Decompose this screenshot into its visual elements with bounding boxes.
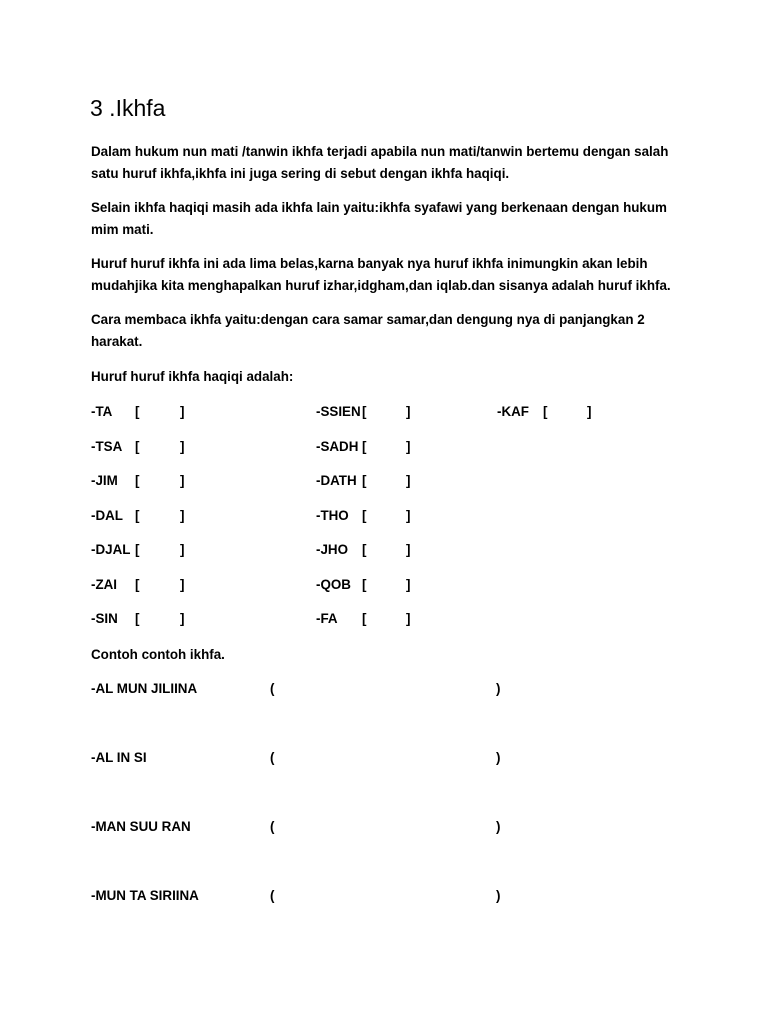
example-entry <box>0 749 768 767</box>
letter-name: -JHO <box>316 542 348 557</box>
paragraph-line: Dalam hukum nun mati /tanwin ikhfa terjadi apabila nun mati/tanwin bertemu dengan salah <box>91 144 669 159</box>
paragraph-line: mim mati. <box>91 222 154 237</box>
bracket-close: ] <box>406 404 411 419</box>
bracket-close: ] <box>587 404 592 419</box>
bracket-open: [ <box>362 577 367 592</box>
bracket-close: ] <box>180 439 185 454</box>
paren-close: ) <box>496 750 501 765</box>
bracket-open: [ <box>135 577 140 592</box>
letter-name: -SADH <box>316 439 359 454</box>
paragraph-line: Cara membaca ikhfa yaitu:dengan cara samar samar,dan dengung nya di panjangkan 2 <box>91 312 645 327</box>
bracket-close: ] <box>180 473 185 488</box>
paren-open: ( <box>270 681 275 696</box>
letters-heading: Huruf huruf ikhfa haqiqi adalah: <box>91 369 294 384</box>
bracket-close: ] <box>180 404 185 419</box>
example-word: -AL MUN JILIINA <box>91 681 198 696</box>
paragraph-letters-count <box>91 253 691 297</box>
example-entry <box>0 887 768 905</box>
letter-name: -SSIEN <box>316 404 361 419</box>
bracket-open: [ <box>135 473 140 488</box>
paren-close: ) <box>496 681 501 696</box>
bracket-open: [ <box>135 508 140 523</box>
letter-name: -JIM <box>91 473 118 488</box>
bracket-open: [ <box>362 473 367 488</box>
letter-name: -QOB <box>316 577 351 592</box>
examples-heading: Contoh contoh ikhfa. <box>91 647 225 662</box>
bracket-close: ] <box>406 611 411 626</box>
paren-close: ) <box>496 819 501 834</box>
letter-name: -ZAI <box>91 577 118 592</box>
letter-name: -DAL <box>91 508 123 523</box>
bracket-open: [ <box>362 542 367 557</box>
paren-open: ( <box>270 819 275 834</box>
paragraph-line: mudahjika kita menghapalkan huruf izhar,idgham,dan iqlab.dan sisanya adalah huruf ikhfa. <box>91 278 671 293</box>
bracket-close: ] <box>406 439 411 454</box>
paren-open: ( <box>270 888 275 903</box>
bracket-open: [ <box>135 542 140 557</box>
letter-name: -SIN <box>91 611 118 626</box>
paragraph-reading <box>91 309 691 353</box>
bracket-open: [ <box>362 439 367 454</box>
example-entry <box>0 680 768 698</box>
bracket-open: [ <box>135 611 140 626</box>
bracket-open: [ <box>362 404 367 419</box>
paragraph-line: harakat. <box>91 334 143 349</box>
paragraph-definition <box>91 141 691 185</box>
letter-entry <box>0 507 768 525</box>
letter-entry <box>0 438 768 456</box>
paragraph-syafawi <box>91 197 691 241</box>
bracket-close: ] <box>406 542 411 557</box>
page-title: 3 .Ikhfa <box>90 95 166 121</box>
letter-name: -TSA <box>91 439 123 454</box>
paren-open: ( <box>270 750 275 765</box>
paragraph-line: Selain ikhfa haqiqi masih ada ikhfa lain yaitu:ikhfa syafawi yang berkenaan dengan hukum <box>91 200 667 215</box>
letter-name: -FA <box>316 611 338 626</box>
example-entry <box>0 818 768 836</box>
letter-name: -KAF <box>497 404 529 419</box>
bracket-open: [ <box>362 508 367 523</box>
bracket-close: ] <box>180 542 185 557</box>
bracket-close: ] <box>180 508 185 523</box>
example-word: -AL IN SI <box>91 750 147 765</box>
paren-close: ) <box>496 888 501 903</box>
bracket-open: [ <box>362 611 367 626</box>
bracket-open: [ <box>135 439 140 454</box>
example-word: -MAN SUU RAN <box>91 819 191 834</box>
bracket-close: ] <box>406 508 411 523</box>
letter-name: -THO <box>316 508 349 523</box>
example-word: -MUN TA SIRIINA <box>91 888 199 903</box>
letter-entry <box>0 576 768 594</box>
bracket-close: ] <box>406 577 411 592</box>
bracket-close: ] <box>180 577 185 592</box>
letter-name: -DJAL <box>91 542 131 557</box>
letter-entry <box>0 610 768 628</box>
letter-name: -TA <box>91 404 113 419</box>
bracket-close: ] <box>406 473 411 488</box>
letter-entry <box>0 472 768 490</box>
paragraph-line: satu huruf ikhfa,ikhfa ini juga sering di sebut dengan ikhfa haqiqi. <box>91 166 510 181</box>
bracket-close: ] <box>180 611 185 626</box>
letter-name: -DATH <box>316 473 357 488</box>
paragraph-line: Huruf huruf ikhfa ini ada lima belas,karna banyak nya huruf ikhfa inimungkin akan lebih <box>91 256 648 271</box>
letter-entry <box>0 541 768 559</box>
letter-entry <box>0 403 768 421</box>
bracket-open: [ <box>135 404 140 419</box>
bracket-open: [ <box>543 404 548 419</box>
